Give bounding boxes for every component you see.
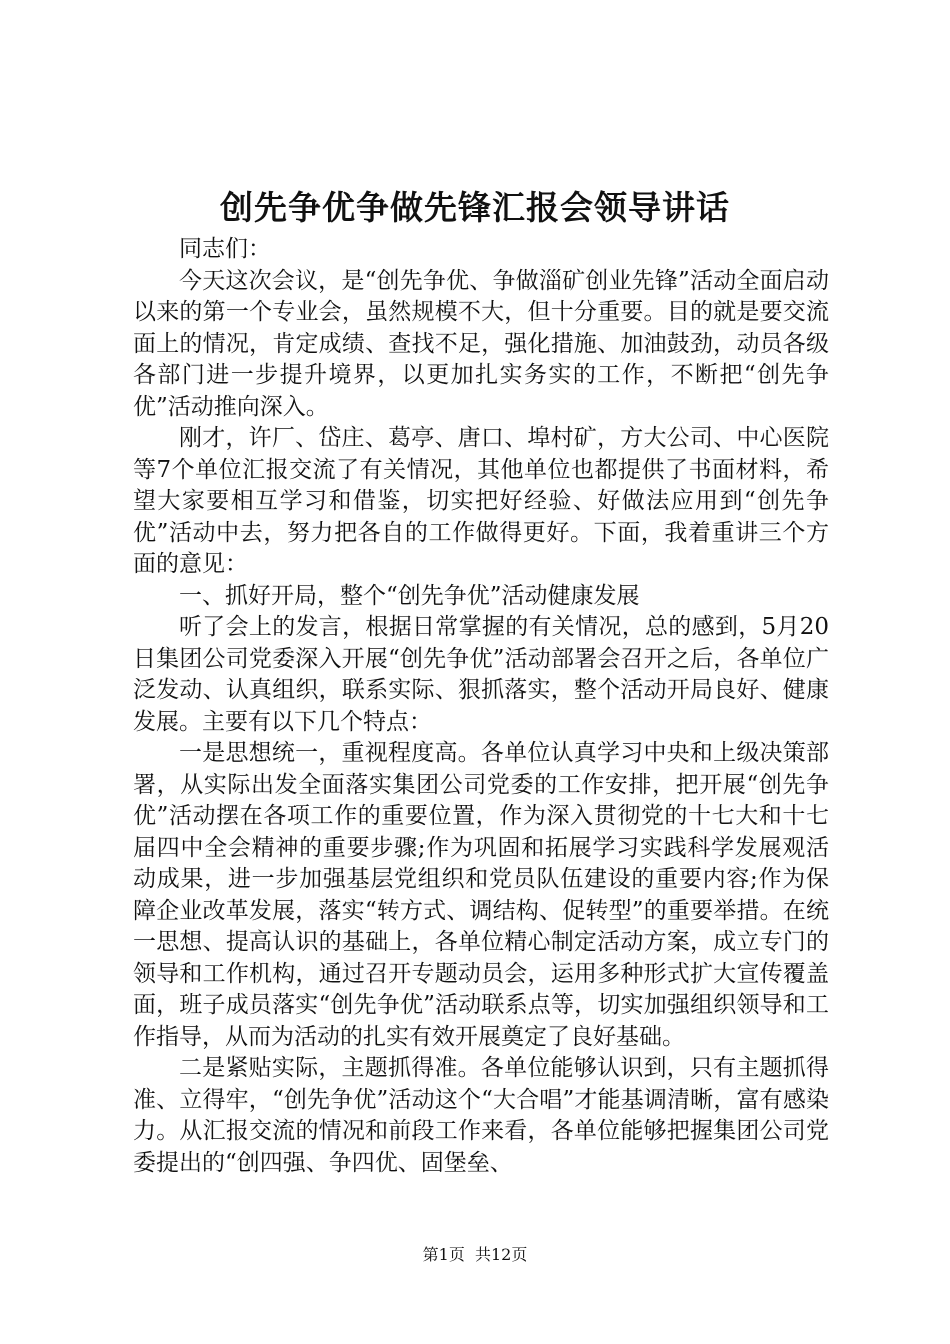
page-number-footer: 第1页 共12页 bbox=[422, 1245, 528, 1264]
section-heading: 一、抓好开局，整个“创先争优”活动健康发展 bbox=[179, 582, 640, 609]
paragraph-salutation: 同志们： bbox=[179, 236, 271, 262]
document-body bbox=[133, 234, 829, 1179]
paragraph: 听了会上的发言，根据日常掌握的有关情况，总的感到，5月20日集团公司党委深入开展“创先争优”活动部署会召开之后，各单位广泛发动、认真组织，联系实际、狠抓落实，整个活动开局良好、健康发展。主要有以下几个特点： bbox=[133, 614, 829, 735]
paragraph: 今天这次会议，是“创先争优、争做淄矿创业先锋”活动全面启动以来的第一个专业会，虽然规模不大，但十分重要。目的就是要交流面上的情况，肯定成绩、查找不足，强化措施、加油鼓劲，动员各级各部门进一步提升境界，以更加扎实务实的工作，不断把“创先争优”活动推向深入。 bbox=[133, 267, 829, 420]
document-title: 创先争优争做先锋汇报会领导讲话 bbox=[220, 188, 730, 227]
paragraph: 二是紧贴实际，主题抓得准。各单位能够认识到，只有主题抓得准、立得牢，“创先争优”活动这个“大合唱”才能基调清晰，富有感染力。从汇报交流的情况和前段工作来看，各单位能够把握集团公司党委提出的“创四强、争四优、固堡垒、 bbox=[133, 1055, 829, 1176]
paragraph: 刚才，许厂、岱庄、葛亭、唐口、埠村矿，方大公司、中心医院等7个单位汇报交流了有关情况，其他单位也都提供了书面材料，希望大家要相互学习和借鉴，切实把好经验、好做法应用到“创先争优”活动中去，努力把各自的工作做得更好。下面，我着重讲三个方面的意见： bbox=[133, 425, 829, 577]
paragraph: 一是思想统一，重视程度高。各单位认真学习中央和上级决策部署，从实际出发全面落实集团公司党委的工作安排，把开展“创先争优”活动摆在各项工作的重要位置，作为深入贯彻党的十七大和十七届四中全会精神的重要步骤;作为巩固和拓展学习实践科学发展观活动成果，进一步加强基层党组织和党员队伍建设的重要内容;作为保障企业改革发展，落实“转方式、调结构、促转型”的重要举措。在统一思想、提高认识的基础上，各单位精心制定活动方案，成立专门的领导和工作机构，通过召开专题动员会，运用多种形式扩大宣传覆盖面，班子成员落实“创先争优”活动联系点等，切实加强组织领导和工作指导，从而为活动的扎实有效开展奠定了良好基础。 bbox=[133, 740, 829, 1050]
